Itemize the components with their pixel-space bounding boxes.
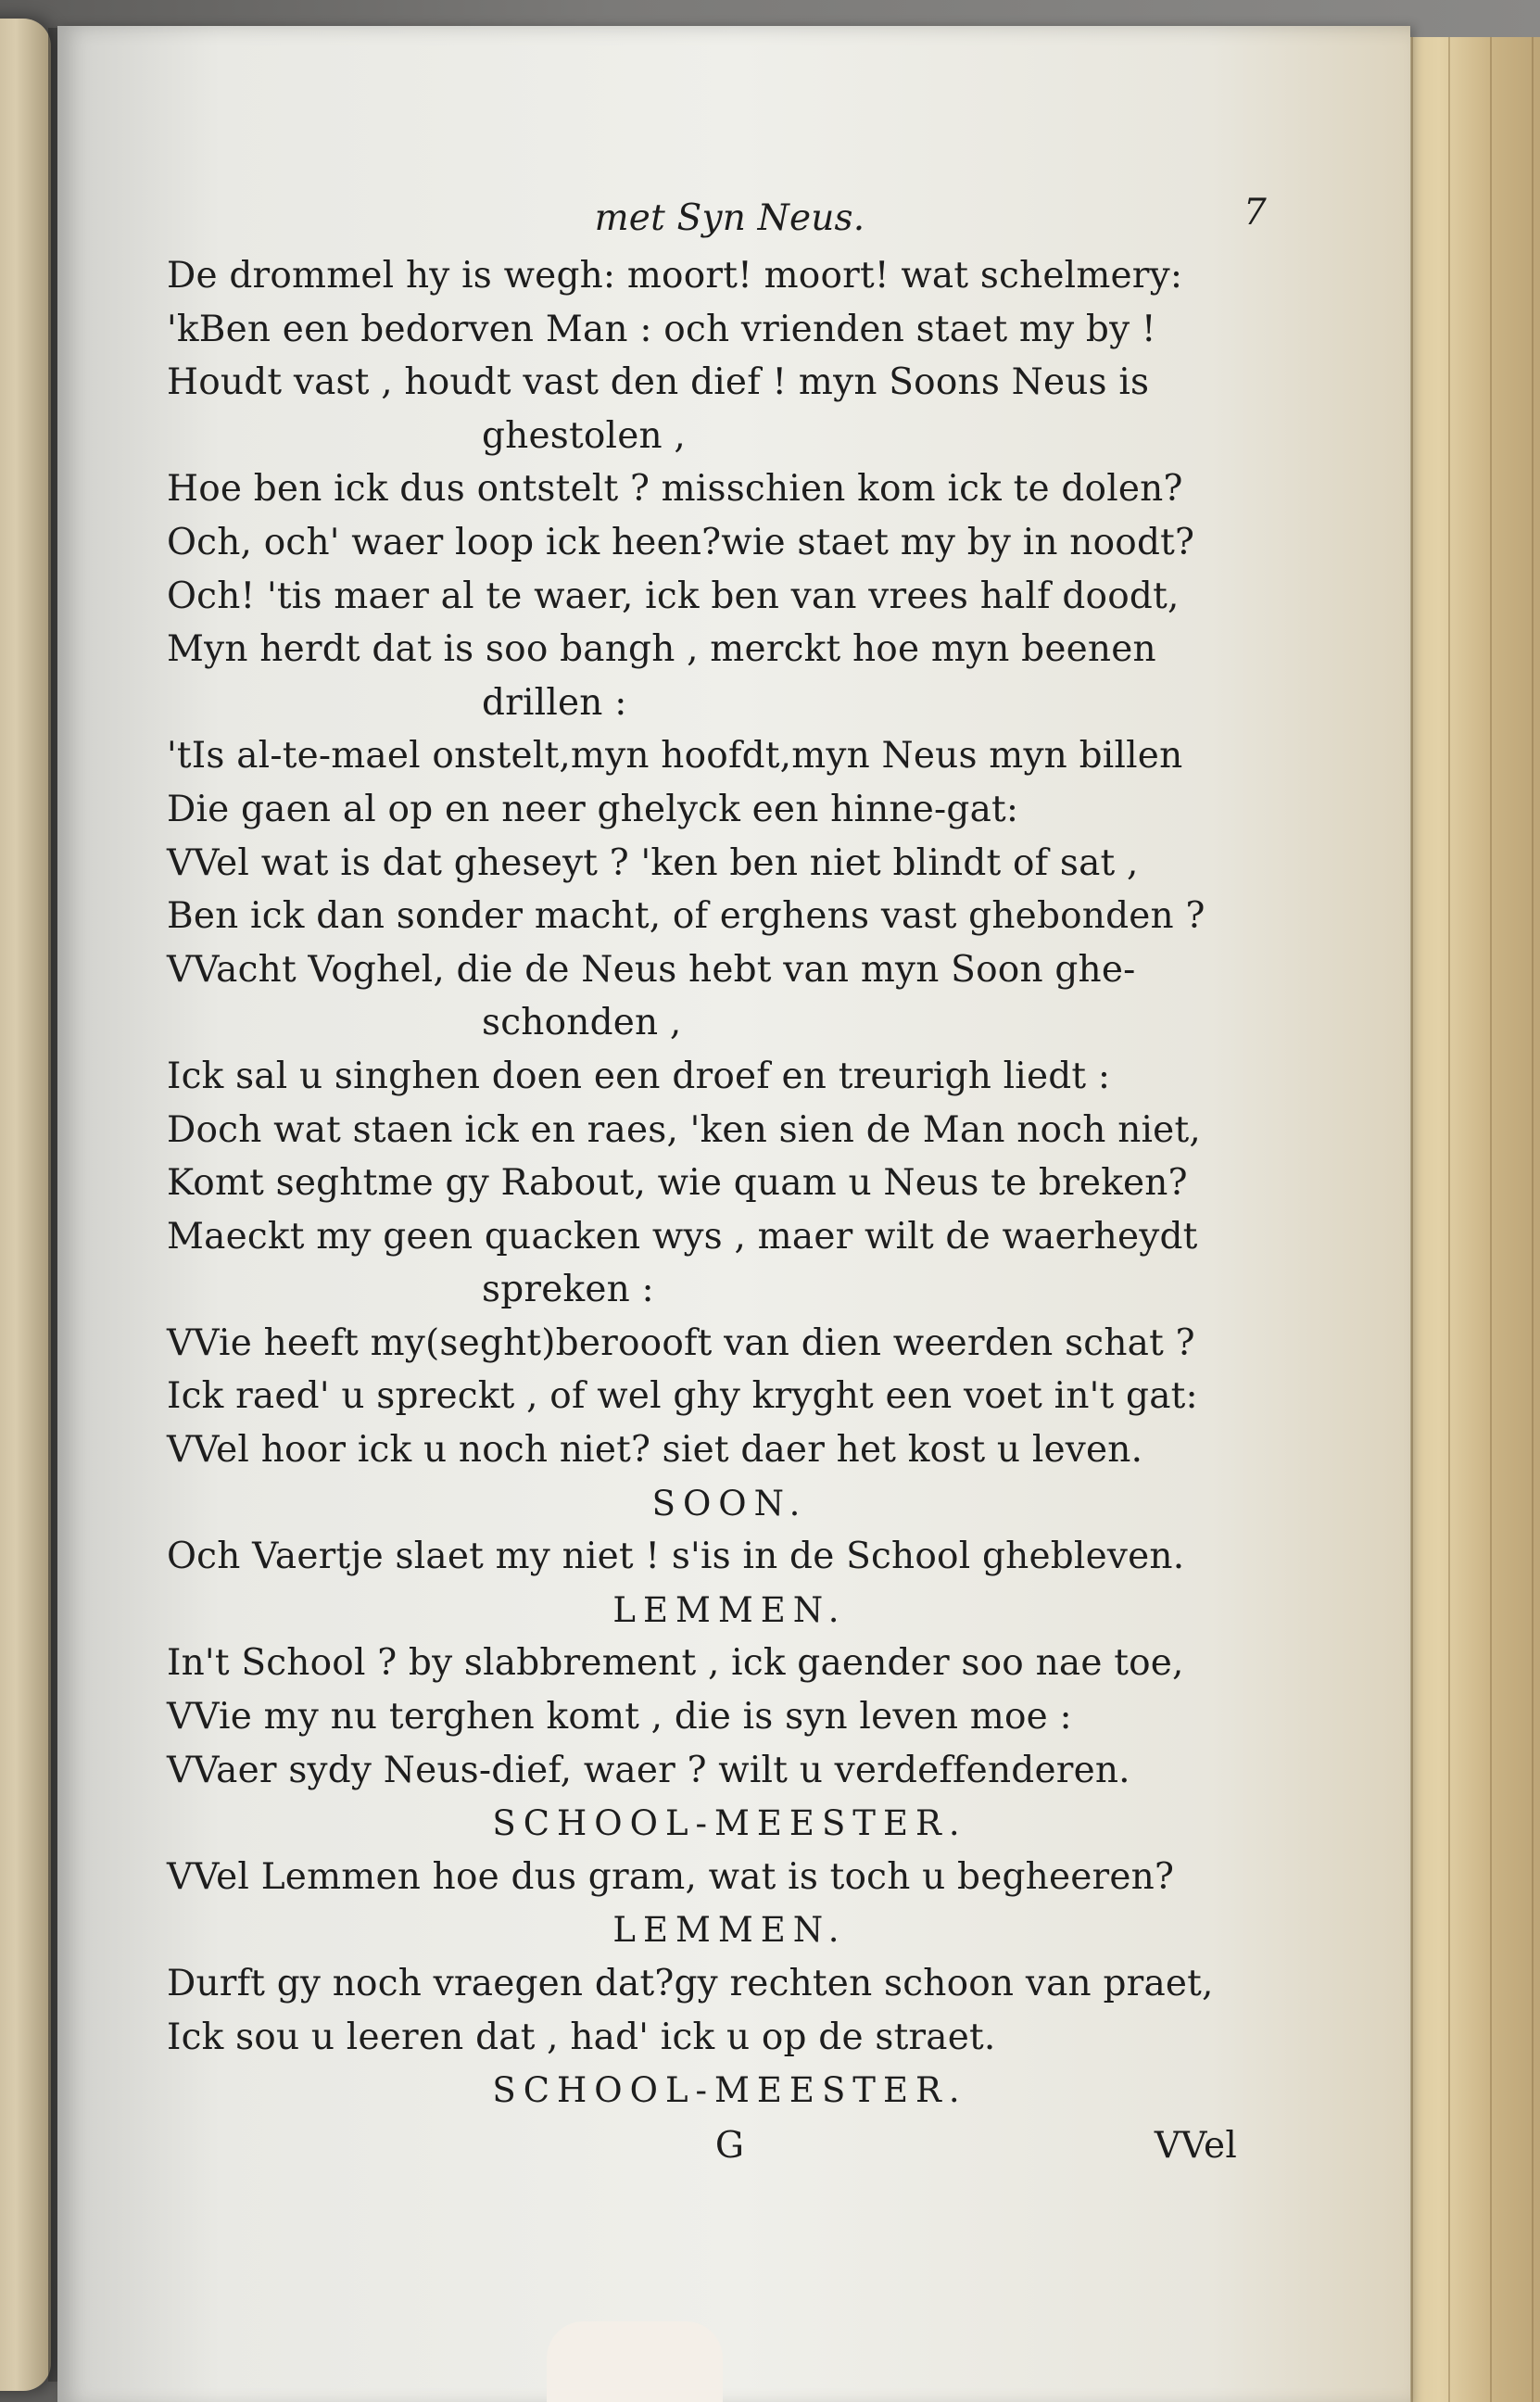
verse-line: Myn herdt dat is soo bangh , merckt hoe myn beenen <box>167 628 1156 671</box>
verse-lines <box>167 249 1293 2118</box>
speaker-heading: SOON. <box>651 1483 808 1523</box>
verse-line: Die gaen al op en neer ghelyck een hinne-gat: <box>167 788 1019 830</box>
verse-line: Ick raed' u spreckt , of wel ghy kryght een voet in't gat: <box>167 1375 1198 1418</box>
page-edge-line <box>1448 37 1450 2402</box>
verse-line: ghestolen , <box>482 414 686 457</box>
verse-line: Och, och' waer loop ick heen?wie staet my by in noodt? <box>167 521 1195 563</box>
verse-line: Ick sou u leeren dat , had' ick u op de straet. <box>167 2016 996 2058</box>
verse-line: VVel hoor ick u noch niet? siet daer het kost u leven. <box>167 1429 1143 1472</box>
verse-line: 'kBen een bedorven Man : och vrienden staet my by ! <box>167 308 1156 350</box>
speaker-heading: SCHOOL-MEESTER. <box>492 1803 967 1844</box>
verse-line: Och! 'tis maer al te waer, ick ben van vrees half doodt, <box>167 575 1180 617</box>
page-edge-line <box>1490 37 1492 2402</box>
verse-line: Doch wat staen ick en raes, 'ken sien de Man noch niet, <box>167 1108 1201 1151</box>
verse-line: Ick sal u singhen doen een droef en treurigh liedt : <box>167 1055 1111 1097</box>
page-header <box>167 192 1293 249</box>
book-page <box>57 26 1410 2402</box>
page-footer <box>167 2119 1293 2173</box>
verse-line: VVel wat is dat gheseyt ? 'ken ben niet blindt of sat , <box>167 841 1139 884</box>
verse-line: VVel Lemmen hoe dus gram, wat is toch u begheeren? <box>167 1855 1175 1898</box>
verse-line: Durft gy noch vraegen dat?gy rechten schoon van praet, <box>167 1963 1214 2004</box>
page-text-block <box>167 192 1293 2172</box>
verse-line: schonden , <box>482 1002 682 1044</box>
catchword: VVel <box>1154 2124 1237 2167</box>
verse-line: 'tIs al-te-mael onstelt,myn hoofdt,myn Neus myn billen <box>167 735 1183 777</box>
verse-line: Komt seghtme gy Rabout, wie quam u Neus te breken? <box>167 1162 1188 1205</box>
verse-line: Maeckt my geen quacken wys , maer wilt de waerheydt <box>167 1215 1198 1258</box>
verse-line: drillen : <box>482 681 627 724</box>
running-title: met Syn Neus. <box>594 197 865 239</box>
verse-line: De drommel hy is wegh: moort! moort! wat schelmery: <box>167 255 1183 297</box>
page-edge-line <box>1532 37 1534 2402</box>
verse-line: Houdt vast , houdt vast den dief ! myn Soons Neus is <box>167 361 1150 404</box>
verse-line: spreken : <box>482 1269 654 1311</box>
verse-line: Hoe ben ick dus ontstelt ? misschien kom ick te dolen? <box>167 468 1183 511</box>
facing-page-edge <box>0 19 51 2391</box>
verse-line: VVaer sydy Neus-dief, waer ? wilt u verdeffenderen. <box>167 1749 1130 1791</box>
speaker-heading: LEMMEN. <box>612 1589 847 1630</box>
verse-line: VVie heeft my(seght)beroooft van dien weerden schat ? <box>167 1321 1195 1364</box>
page-edge-line <box>1411 37 1413 2402</box>
speaker-heading: LEMMEN. <box>612 1910 847 1951</box>
verse-line: Ben ick dan sonder macht, of erghens vast ghebonden ? <box>167 895 1205 938</box>
verse-line: VVie my nu terghen komt , die is syn leven moe : <box>167 1696 1072 1738</box>
verse-line: In't School ? by slabbrement , ick gaender soo nae toe, <box>167 1642 1184 1685</box>
paper-tab <box>547 2321 723 2402</box>
page-number: 7 <box>1243 192 1267 234</box>
verse-line: VVacht Voghel, die de Neus hebt van myn Soon ghe- <box>167 948 1136 991</box>
signature-mark: G <box>714 2124 745 2167</box>
verse-line: Och Vaertje slaet my niet ! s'is in de School ghebleven. <box>167 1536 1185 1578</box>
speaker-heading: SCHOOL-MEESTER. <box>492 2070 967 2111</box>
